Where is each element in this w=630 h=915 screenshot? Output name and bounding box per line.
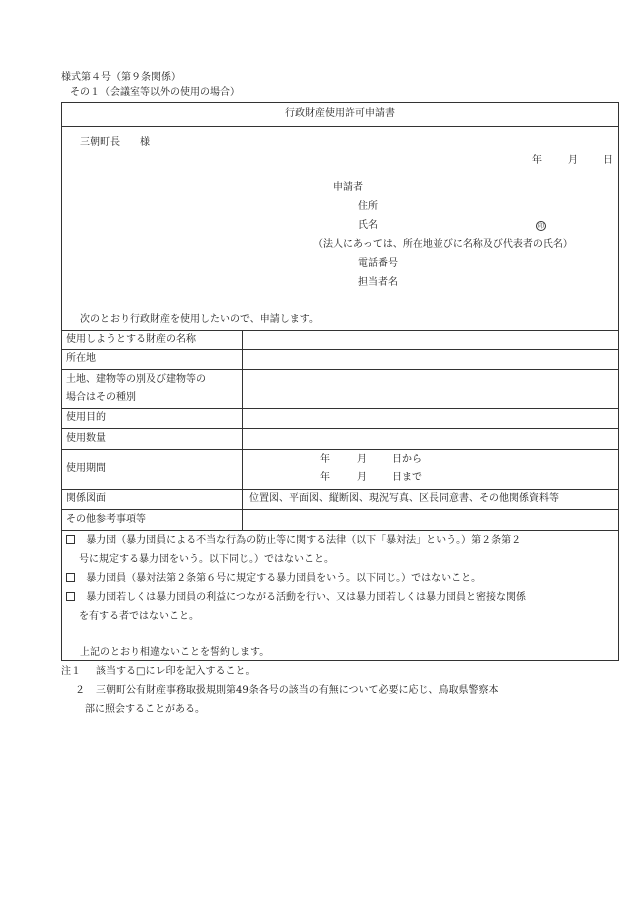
request-statement: 次のとおり行政財産を使用したいので、申請します。 <box>80 314 319 325</box>
date-month-label: 月 <box>568 155 578 166</box>
pledge-item-1 <box>66 535 521 547</box>
land-building-label-line2: 場合はその種別 <box>66 392 136 403</box>
quantity-label: 使用数量 <box>66 432 106 444</box>
seal-icon: 印 <box>537 223 544 230</box>
period-from-year: 年 <box>320 454 330 465</box>
drawings-label: 関係図面 <box>66 493 106 504</box>
applicant-contact-label: 担当者名 <box>358 277 398 288</box>
pledge-item-1-text: 暴力団（暴力団員による不当な行為の防止等に関する法律（以下「暴対法」という。）第２条第２ <box>86 535 522 546</box>
period-from-suffix: 日から <box>392 454 422 465</box>
checkbox-icon[interactable] <box>66 535 75 544</box>
property-name-label: 使用しようとする財産の名称 <box>66 333 196 345</box>
applicant-address-label: 住所 <box>358 201 378 212</box>
date-year-label: 年 <box>532 155 542 166</box>
note-1-text: 該当する□にレ印を記入すること。 <box>96 666 256 677</box>
row-divider <box>61 428 619 429</box>
period-to-month: 月 <box>357 472 367 483</box>
other-matters-label: その他参考事項等 <box>66 513 146 525</box>
land-building-label-line1: 土地、建物等の別及び建物等の <box>66 374 206 385</box>
form-number: 様式第４号（第９条関係） <box>61 72 181 83</box>
row-divider <box>61 369 619 370</box>
applicant-phone-label: 電話番号 <box>358 258 398 269</box>
purpose-label: 使用目的 <box>66 412 106 423</box>
seal-mark <box>536 220 546 232</box>
document-title: 行政財産使用許可申請書 <box>285 108 395 119</box>
period-to-year: 年 <box>320 472 330 483</box>
row-divider <box>61 408 619 409</box>
note-2-label: ２ <box>75 685 85 696</box>
corporate-note: （法人にあっては、所在地並びに名称及び代表者の氏名） <box>313 239 573 250</box>
pledge-item-2 <box>66 573 481 585</box>
pledge-item-3-continuation: を有する者ではないこと。 <box>79 611 199 622</box>
addressee: 三朝町長 様 <box>80 137 150 148</box>
row-divider <box>61 530 619 531</box>
drawings-value: 位置図、平面図、縦断図、現況写真、区長同意書、その他関係資料等 <box>249 493 559 504</box>
note-2-text: 三朝町公有財産事務取扱規則第49条各号の該当の有無について必要に応じ、鳥取県警察本 <box>96 685 499 696</box>
pledge-statement: 上記のとおり相違ないことを誓約します。 <box>80 647 270 658</box>
period-to-suffix: 日まで <box>392 472 422 483</box>
pledge-item-3-text: 暴力団若しくは暴力団員の利益につながる活動を行い、又は暴力団若しくは暴力団員と密接な関係 <box>86 592 526 603</box>
note-2-continuation: 部に照会することがある。 <box>85 704 205 715</box>
note-1-label: 注１ <box>61 666 81 677</box>
checkbox-icon[interactable] <box>66 592 75 601</box>
row-divider <box>61 349 619 350</box>
column-divider <box>242 330 243 530</box>
pledge-item-2-text: 暴力団員（暴対法第２条第６号に規定する暴力団員をいう。以下同じ。）ではないこと。 <box>86 573 482 584</box>
period-label: 使用期間 <box>66 463 106 474</box>
pledge-item-3 <box>66 592 526 604</box>
row-divider <box>61 449 619 450</box>
date-day-label: 日 <box>603 155 613 166</box>
applicant-heading: 申請者 <box>333 182 363 193</box>
location-label: 所在地 <box>66 353 96 364</box>
applicant-name-label: 氏名 <box>358 220 378 231</box>
form-subtitle: その１（会議室等以外の使用の場合） <box>70 87 240 98</box>
checkbox-icon[interactable] <box>66 573 75 582</box>
pledge-item-1-continuation: 号に規定する暴力団をいう。以下同じ。）ではないこと。 <box>79 554 334 565</box>
period-from-month: 月 <box>357 454 367 465</box>
title-divider <box>61 126 619 127</box>
